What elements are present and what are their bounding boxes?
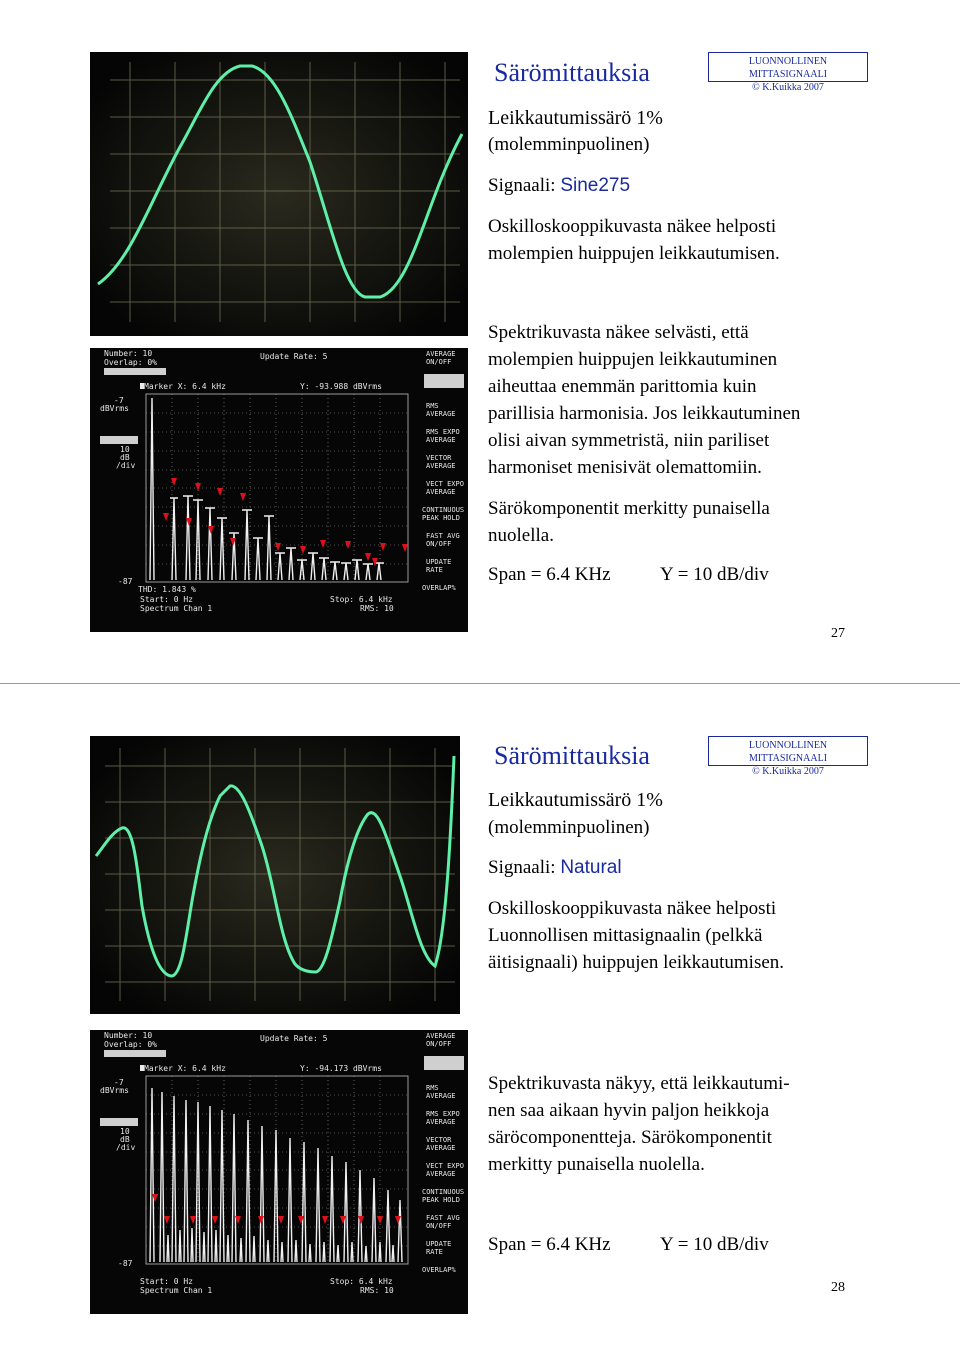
svg-text:-7: -7 xyxy=(114,1078,124,1087)
svg-text:ON/OFF: ON/OFF xyxy=(426,540,452,548)
text-line: olisi aivan symmetristä, niin pariliset xyxy=(488,430,770,451)
text-line: merkitty punaisella nuolella. xyxy=(488,1154,705,1175)
svg-text:/div: /div xyxy=(116,461,136,470)
badge-line-1: LUONNOLLINEN MITTASIGNAALI xyxy=(748,740,828,764)
clip-label: Leikkautumissärö 1% xyxy=(488,789,663,811)
svg-text:Update Rate: 5: Update Rate: 5 xyxy=(260,1034,328,1043)
signal-line xyxy=(488,854,622,881)
svg-text:CONTINUOUS: CONTINUOUS xyxy=(422,506,465,514)
span-value: Span = 6.4 KHz xyxy=(488,564,611,585)
svg-text:RMS EXPO: RMS EXPO xyxy=(426,428,460,436)
svg-text:VECTOR: VECTOR xyxy=(426,454,452,462)
svg-text:ON/OFF: ON/OFF xyxy=(426,1222,452,1230)
spectrum-display-2 xyxy=(90,1030,468,1314)
text-line: Spektrikuvasta näkyy, että leikkautumi- xyxy=(488,1073,790,1094)
signal-label: Signaali: xyxy=(488,857,556,878)
text-line: molempien huippujen leikkautumisen. xyxy=(488,243,780,264)
signal-label: Signaali: xyxy=(488,175,556,196)
signal-line xyxy=(488,172,630,199)
svg-text:THD: 1.843 %: THD: 1.843 % xyxy=(138,585,196,594)
text-line: nen saa aikaan hyvin paljon heikkoja xyxy=(488,1100,770,1121)
svg-text:AVERAGE: AVERAGE xyxy=(426,410,456,418)
svg-text:Overlap: 0%: Overlap: 0% xyxy=(104,358,157,367)
svg-text:10: 10 xyxy=(120,445,130,454)
scope-text xyxy=(488,895,784,976)
svg-text:Start: 0 Hz: Start: 0 Hz xyxy=(140,1277,193,1286)
slide-27 xyxy=(0,0,960,683)
svg-text:Number: 10: Number: 10 xyxy=(104,349,153,358)
svg-text:RMS: RMS xyxy=(426,402,439,410)
text-line: Oskilloskooppikuvasta näkee helposti xyxy=(488,898,777,919)
page-number: 28 xyxy=(831,1280,845,1295)
svg-text:VECTOR: VECTOR xyxy=(426,1136,452,1144)
svg-text:-87: -87 xyxy=(118,577,133,586)
span-value: Span = 6.4 KHz xyxy=(488,1234,611,1255)
text-line: nuolella. xyxy=(488,525,554,546)
svg-text:/div: /div xyxy=(116,1143,136,1152)
spectrum-analyzer-photo-2 xyxy=(90,1030,468,1314)
span-info xyxy=(488,564,769,586)
svg-text:PEAK HOLD: PEAK HOLD xyxy=(422,514,460,522)
svg-text:PEAK HOLD: PEAK HOLD xyxy=(422,1196,460,1204)
marker-text xyxy=(488,495,770,549)
spectrum-display-1 xyxy=(90,348,468,632)
svg-text:VECT EXPO: VECT EXPO xyxy=(426,480,464,488)
signal-name: Sine275 xyxy=(560,175,631,196)
svg-text:UPDATE: UPDATE xyxy=(426,1240,452,1248)
text-line: harmoniset menisivät olemattomiin. xyxy=(488,457,762,478)
svg-text:Start: 0 Hz: Start: 0 Hz xyxy=(140,595,193,604)
svg-text:dB: dB xyxy=(120,1135,130,1144)
svg-text:Update Rate: 5: Update Rate: 5 xyxy=(260,352,328,361)
svg-text:ON/OFF: ON/OFF xyxy=(426,358,452,366)
badge-line-1: LUONNOLLINEN MITTASIGNAALI xyxy=(748,56,828,80)
svg-text:Stop: 6.4 kHz: Stop: 6.4 kHz xyxy=(330,595,393,604)
clip-sub: (molemminpuolinen) xyxy=(488,817,650,838)
text-line: molempien huippujen leikkautuminen xyxy=(488,349,778,370)
page-number: 27 xyxy=(831,626,845,641)
text-line: Luonnollisen mittasignaalin (pelkkä xyxy=(488,925,763,946)
clip-sub: (molemminpuolinen) xyxy=(488,134,650,155)
oscilloscope-trace-2 xyxy=(90,736,460,1014)
slide-title: Särömittauksia xyxy=(494,741,650,770)
text-line: Särökomponentit merkitty punaisella xyxy=(488,498,770,519)
svg-text:Overlap: 0%: Overlap: 0% xyxy=(104,1040,157,1049)
svg-text:Y: -94.173 dBVrms: Y: -94.173 dBVrms xyxy=(300,1064,382,1073)
text-line: äitisignaali) huippujen leikkautumisen. xyxy=(488,952,785,973)
svg-text:AVERAGE: AVERAGE xyxy=(426,1170,456,1178)
svg-text:RATE: RATE xyxy=(426,1248,443,1256)
clip-label: Leikkautumissärö 1% xyxy=(488,107,663,129)
svg-text:AVERAGE: AVERAGE xyxy=(426,1144,456,1152)
svg-text:UPDATE: UPDATE xyxy=(426,558,452,566)
slide-28 xyxy=(0,684,960,1367)
svg-text:ON/OFF: ON/OFF xyxy=(426,1040,452,1048)
scope-text xyxy=(488,213,780,267)
slide-title: Särömittauksia xyxy=(494,58,650,87)
svg-text:Spectrum Chan 1: Spectrum Chan 1 xyxy=(140,1286,213,1295)
copyright-badge xyxy=(708,736,868,777)
svg-text:Y: -93.988 dBVrms: Y: -93.988 dBVrms xyxy=(300,382,382,391)
svg-text:Marker X: 6.4 kHz: Marker X: 6.4 kHz xyxy=(144,382,226,391)
svg-text:CONTINUOUS: CONTINUOUS xyxy=(422,1188,465,1196)
copyright-badge xyxy=(708,52,868,93)
svg-text:-87: -87 xyxy=(118,1259,133,1268)
svg-text:AVERAGE: AVERAGE xyxy=(426,1032,456,1040)
text-line: säröcomponentteja. Särökomponentit xyxy=(488,1127,772,1148)
badge-line-2: © K.Kuikka 2007 xyxy=(752,82,824,93)
svg-text:AVERAGE: AVERAGE xyxy=(426,1118,456,1126)
svg-text:RMS: 10: RMS: 10 xyxy=(360,604,394,613)
svg-text:AVERAGE: AVERAGE xyxy=(426,462,456,470)
svg-text:OVERLAP%: OVERLAP% xyxy=(422,1266,456,1274)
svg-text:AVERAGE: AVERAGE xyxy=(426,350,456,358)
svg-text:10: 10 xyxy=(120,1127,130,1136)
oscilloscope-trace-1 xyxy=(90,52,468,336)
svg-text:AVERAGE: AVERAGE xyxy=(426,488,456,496)
spectrum-text xyxy=(488,319,800,481)
svg-text:Spectrum Chan 1: Spectrum Chan 1 xyxy=(140,604,213,613)
span-info xyxy=(488,1234,769,1256)
svg-text:RMS: 10: RMS: 10 xyxy=(360,1286,394,1295)
svg-text:dBVrms: dBVrms xyxy=(100,1086,129,1095)
svg-text:RATE: RATE xyxy=(426,566,443,574)
ydiv-value: Y = 10 dB/div xyxy=(660,1234,769,1255)
text-line: aiheuttaa enemmän parittomia kuin xyxy=(488,376,757,397)
text-line: parillisia harmonisia. Jos leikkautuminen xyxy=(488,403,801,424)
svg-text:dBVrms: dBVrms xyxy=(100,404,129,413)
spectrum-text xyxy=(488,1070,790,1178)
svg-text:RMS EXPO: RMS EXPO xyxy=(426,1110,460,1118)
text-line: Spektrikuvasta näkee selvästi, että xyxy=(488,322,749,343)
spectrum-analyzer-photo-1 xyxy=(90,348,468,632)
oscilloscope-photo-1 xyxy=(90,52,468,336)
svg-text:AVERAGE: AVERAGE xyxy=(426,1092,456,1100)
svg-text:Stop: 6.4 kHz: Stop: 6.4 kHz xyxy=(330,1277,393,1286)
svg-text:OVERLAP%: OVERLAP% xyxy=(422,584,456,592)
svg-text:FAST AVG: FAST AVG xyxy=(426,1214,460,1222)
svg-text:Marker X: 6.4 kHz: Marker X: 6.4 kHz xyxy=(144,1064,226,1073)
svg-text:RMS: RMS xyxy=(426,1084,439,1092)
badge-line-2: © K.Kuikka 2007 xyxy=(752,766,824,777)
svg-text:VECT EXPO: VECT EXPO xyxy=(426,1162,464,1170)
svg-text:AVERAGE: AVERAGE xyxy=(426,436,456,444)
ydiv-value: Y = 10 dB/div xyxy=(660,564,769,585)
oscilloscope-photo-2 xyxy=(90,736,460,1014)
signal-name: Natural xyxy=(560,857,622,878)
svg-text:dB: dB xyxy=(120,453,130,462)
svg-text:Number: 10: Number: 10 xyxy=(104,1031,153,1040)
svg-text:-7: -7 xyxy=(114,396,124,405)
svg-text:FAST AVG: FAST AVG xyxy=(426,532,460,540)
text-line: Oskilloskooppikuvasta näkee helposti xyxy=(488,216,777,237)
